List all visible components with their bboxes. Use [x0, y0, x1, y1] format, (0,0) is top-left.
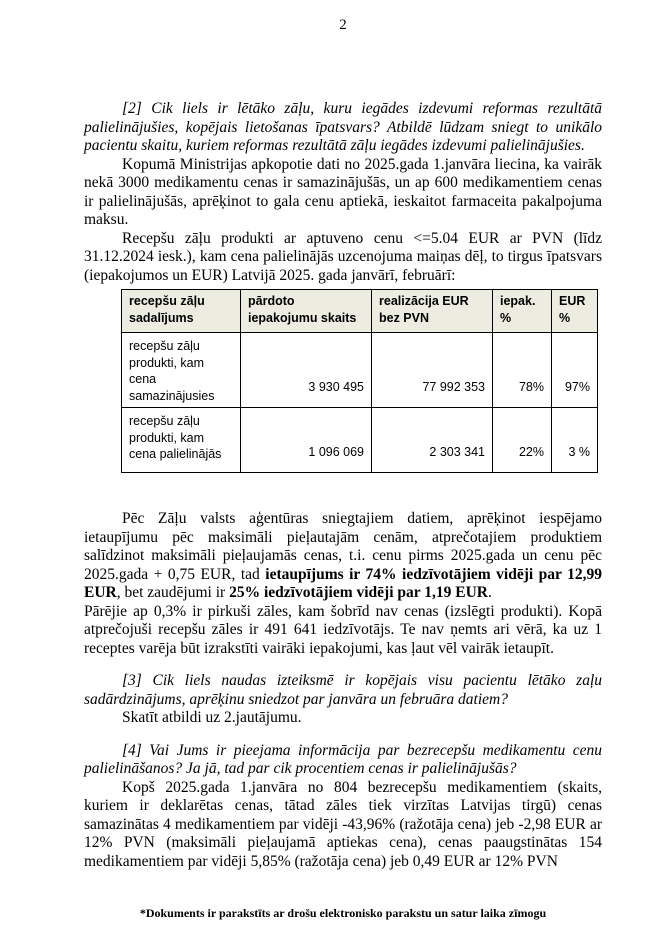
row-label: recepšu zāļu produkti, kam cena samazinājusies — [122, 333, 241, 408]
header-cell-eur-percent: EUR % — [552, 290, 598, 333]
eur-percent-value: 3 % — [552, 408, 598, 473]
packs-value: 3 930 495 — [241, 333, 372, 408]
header-cell-revenue: realizācija EUR bez PVN — [372, 290, 493, 333]
pack-percent-value: 22% — [493, 408, 552, 473]
remaining-share-paragraph: Pārējie ap 0,3% ir pirkuši zāles, kam šobrīd nav cenas (izslēgti produkti). Kopā atprečojuši recepšu zāles ir 491 641 iedzīvotājs. Te nav ņemts ari vērā, ka uz 1 receptes varēja būt izrakstīti vairāki iepakojumi, kas ļaut vēl vairāk ietaupīt. — [84, 602, 602, 657]
revenue-value: 2 303 341 — [372, 408, 493, 473]
savings-text-end: . — [487, 584, 492, 601]
page-content — [84, 0, 602, 871]
signature-footer: *Dokuments ir parakstīts ar drošu elektronisko parakstu un satur laika zīmogu — [139, 906, 547, 920]
question-2-paragraph: [2] Cik liels ir lētāko zāļu, kuru iegādes izdevumi reformas rezultātā palielinājušies, kopējais lietošanas īpatsvars? Atbildē lūdzam sniegt to unikālo pacientu skaitu, kuriem reformas rezultātā zāļu iegādes izdevumi palielinājušies. — [84, 100, 602, 154]
packs-value: 1 096 069 — [241, 408, 372, 473]
blank-line — [84, 728, 602, 742]
savings-paragraph — [84, 510, 602, 603]
otc-medicines-paragraph: Kopš 2025.gada 1.janvāra no 804 bezrecepšu medikamentiem (skaits, kuriem ir deklarētas cenas, tātad zāles tiek virzītas Latvijas tirgū) cenas samazinātas 4 medikamentiem par vidēji -43,96% (ražotāja cena) jeb -2,98 EUR ar 12% PVN (maksimāli pieļaujamā aptiekas cena), cenas paaugstinātas 154 medikamentiem par vidēji 5,85% (ražotāja cena) jeb 0,49 EUR ar 12% PVN — [84, 778, 602, 870]
page-number: 2 — [339, 17, 347, 33]
savings-bold-74: ietaupījums ir 74% iedzīvotājiem vidēji par 12,99 EUR — [84, 565, 603, 601]
savings-text-mid: , bet zaudējumi ir — [116, 584, 230, 601]
header-cell-breakdown: recepšu zāļu sadalījums — [122, 290, 241, 333]
revenue-value: 77 992 353 — [372, 333, 493, 408]
eur-percent-value: 97% — [552, 333, 598, 408]
table-header-row — [122, 290, 598, 333]
header-cell-pack-percent: iepak. % — [493, 290, 552, 333]
question-3-paragraph: [3] Cik liels naudas izteiksmē ir kopējais visu pacientu lētāko zaļu sadārdzinājums, aprēķinu sniedzot par janvāra un februāra datiem? — [84, 672, 602, 708]
blank-line — [84, 658, 602, 672]
answer-reference-paragraph: Skatīt atbildi uz 2.jautājumu. — [122, 709, 302, 726]
summary-paragraph: Kopumā Ministrijas apkopotie dati no 2025.gada 1.janvāra liecina, ka vairāk nekā 3000 medikamentu cenas ir samazinājušās, un ap 600 medikamentiem cenas ir palielinājušās, aprēķinot to gala cenu aptiekā, ieskaitot farmaceita pakalpojuma maksu. — [84, 155, 602, 228]
table-intro-paragraph: Recepšu zāļu produkti ar aptuveno cenu <=5.04 EUR ar PVN (līdz 31.12.2024 iesk.), kam cena palielinājās uzcenojuma maiņas dēļ, to tirgus īpatsvars (iepakojumos un EUR) Latvijā 2025. gada janvārī, februārī: — [84, 229, 602, 284]
losses-bold-25: 25% iedzīvotājiem vidēji par 1,19 EUR — [229, 584, 488, 601]
header-cell-packs-sold: pārdoto iepakojumu skaits — [241, 290, 372, 333]
pack-percent-value: 78% — [493, 333, 552, 408]
table-row-price-decreased — [122, 333, 598, 408]
market-share-table — [121, 289, 598, 473]
row-label: recepšu zāļu produkti, kam cena palielinājās — [122, 408, 241, 473]
table-row-price-increased — [122, 408, 598, 473]
question-4-paragraph: [4] Vai Jums ir pieejama informācija par bezrecepšu medikamentu cenu palielināšanos? Ja jā, tad par cik procentiem cenas ir palielinājušās? — [84, 741, 602, 777]
document-body — [84, 100, 602, 871]
savings-text-start: Pēc Zāļu valsts aģentūras sniegtajiem datiem, aprēķinot iespējamo ietaupījumu pēc maksimāli pieļautajām cenām, atprečotajiem produktiem salīdzinot maksimāli pieļaujamās cenas, t.i. cenu pirms 2025.gada un cenu pēc 2025.gada + 0,75 EUR, tad — [84, 510, 602, 583]
